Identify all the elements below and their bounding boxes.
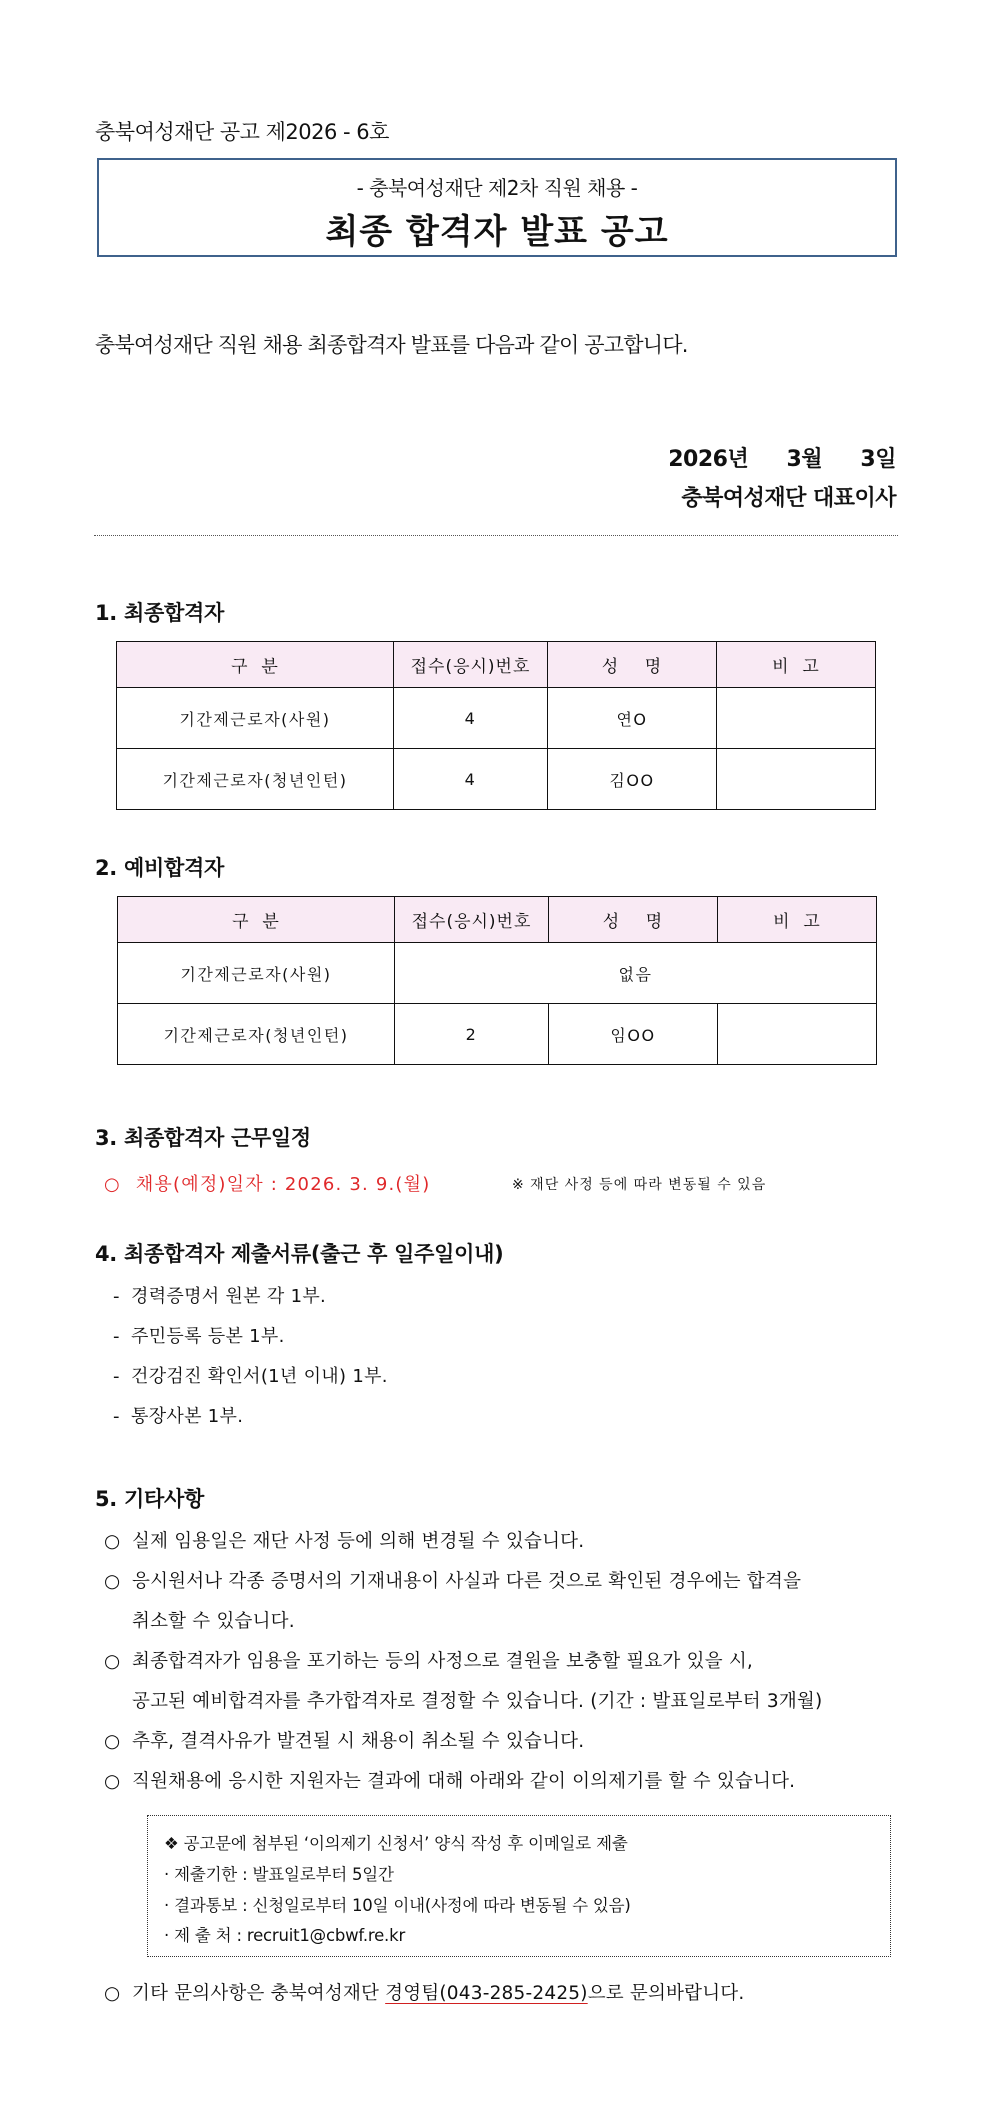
document-number: 충북여성재단 공고 제2026 - 6호	[95, 120, 389, 144]
schedule-line	[104, 1170, 430, 1196]
circle-bullet-icon: ○	[104, 1174, 121, 1195]
circle-bullet-icon: ○	[104, 1651, 121, 1672]
appeal-deadline: · 제출기한 : 발표일로부터 5일간	[164, 1865, 394, 1884]
title-subtitle: - 충북여성재단 제2차 직원 채용 -	[356, 176, 638, 200]
circle-bullet-icon: ○	[104, 1571, 121, 1592]
column-header: 접수(응시)번호	[394, 642, 548, 688]
section-1-heading: 1. 최종합격자	[95, 601, 224, 625]
schedule-note: ※ 재단 사정 등에 따라 변동될 수 있음	[512, 1177, 767, 1193]
intro-text: 충북여성재단 직원 채용 최종합격자 발표를 다음과 같이 공고합니다.	[95, 333, 688, 357]
column-header: 성 명	[549, 897, 718, 943]
list-item	[104, 1527, 584, 1553]
list-item	[113, 1322, 285, 1348]
item-text: 응시원서나 각종 증명서의 기재내용이 사실과 다른 것으로 확인된 경우에는 합격을	[132, 1571, 802, 1592]
contact-line	[104, 1979, 744, 2005]
column-header: 비 고	[718, 897, 877, 943]
cell-note	[717, 688, 876, 749]
table-header-row	[118, 897, 877, 943]
table-header-row	[117, 642, 876, 688]
appeal-submit-to: · 제 출 처 : recruit1@cbwf.re.kr	[164, 1926, 406, 1945]
list-item	[104, 1567, 801, 1593]
item-continuation: 취소할 수 있습니다.	[132, 1611, 295, 1632]
section-4-heading: 4. 최종합격자 제출서류(출근 후 일주일이내)	[95, 1242, 504, 1266]
cell-name: 김OO	[548, 749, 717, 810]
list-item	[104, 1647, 753, 1673]
dash-icon: -	[113, 1286, 120, 1307]
table-row	[117, 688, 876, 749]
item-continuation: 공고된 예비합격자를 추가합격자로 결정할 수 있습니다. (기간 : 발표일로부터 3개월)	[132, 1691, 823, 1712]
contact-team-phone: 경영팀(043-285-2425)	[385, 1983, 588, 2004]
dash-icon: -	[113, 1366, 120, 1387]
appeal-info-box	[147, 1815, 891, 1957]
cell-category: 기간제근로자(청년인턴)	[118, 1004, 395, 1065]
cell-category: 기간제근로자(사원)	[117, 688, 394, 749]
item-text: 최종합격자가 임용을 포기하는 등의 사정으로 결원을 보충할 필요가 있을 시,	[132, 1651, 754, 1672]
list-item	[104, 1767, 795, 1793]
reserve-passers-table	[117, 896, 877, 1065]
circle-bullet-icon: ○	[104, 1983, 121, 2004]
circle-bullet-icon: ○	[104, 1771, 121, 1792]
section-3-heading: 3. 최종합격자 근무일정	[95, 1126, 311, 1150]
dash-icon: -	[113, 1406, 120, 1427]
column-header: 접수(응시)번호	[395, 897, 549, 943]
appeal-result-notice: · 결과통보 : 신청일로부터 10일 이내(사정에 따라 변동될 수 있음)	[164, 1896, 631, 1915]
schedule-date: 채용(예정)일자 : 2026. 3. 9.(월)	[135, 1174, 431, 1195]
contact-prefix: 기타 문의사항은 충북여성재단	[132, 1983, 386, 2004]
column-header: 구 분	[118, 897, 395, 943]
item-text: 직원채용에 응시한 지원자는 결과에 대해 아래와 같이 이의제기를 할 수 있습니다.	[132, 1771, 796, 1792]
document-item-label: 통장사본 1부.	[131, 1406, 244, 1427]
cell-note	[717, 749, 876, 810]
column-header: 성 명	[548, 642, 717, 688]
document-item-label: 경력증명서 원본 각 1부.	[131, 1286, 327, 1307]
contact-suffix: 으로 문의바랍니다.	[587, 1983, 745, 2004]
cell-number: 4	[394, 688, 548, 749]
dash-icon: -	[113, 1326, 120, 1347]
table-row	[118, 943, 877, 1004]
final-passers-table	[116, 641, 876, 810]
announcement-date: 2026년 3월 3일	[668, 447, 896, 472]
item-text: 실제 임용일은 재단 사정 등에 의해 변경될 수 있습니다.	[132, 1531, 585, 1552]
page-title: 최종 합격자 발표 공고	[325, 212, 669, 252]
circle-bullet-icon: ○	[104, 1731, 121, 1752]
cell-number: 4	[394, 749, 548, 810]
list-item	[113, 1402, 243, 1428]
cell-category: 기간제근로자(청년인턴)	[117, 749, 394, 810]
title-box	[97, 158, 897, 257]
cell-note	[718, 1004, 877, 1065]
divider	[94, 535, 898, 536]
document-item-label: 주민등록 등본 1부.	[131, 1326, 285, 1347]
cell-merged-none: 없음	[395, 943, 877, 1004]
list-item	[113, 1362, 388, 1388]
cell-number: 2	[395, 1004, 549, 1065]
section-2-heading: 2. 예비합격자	[95, 856, 224, 880]
list-item	[104, 1727, 584, 1753]
item-text: 추후, 결격사유가 발견될 시 채용이 취소될 수 있습니다.	[132, 1731, 585, 1752]
appeal-lead: ❖ 공고문에 첨부된 ‘이의제기 신청서’ 양식 작성 후 이메일로 제출	[164, 1834, 628, 1853]
list-item	[113, 1282, 326, 1308]
circle-bullet-icon: ○	[104, 1531, 121, 1552]
table-row	[118, 1004, 877, 1065]
document-item-label: 건강검진 확인서(1년 이내) 1부.	[131, 1366, 388, 1387]
column-header: 구 분	[117, 642, 394, 688]
signer: 충북여성재단 대표이사	[681, 486, 896, 511]
column-header: 비 고	[717, 642, 876, 688]
cell-name: 임OO	[549, 1004, 718, 1065]
table-row	[117, 749, 876, 810]
section-5-heading: 5. 기타사항	[95, 1487, 204, 1511]
cell-name: 연O	[548, 688, 717, 749]
cell-category: 기간제근로자(사원)	[118, 943, 395, 1004]
